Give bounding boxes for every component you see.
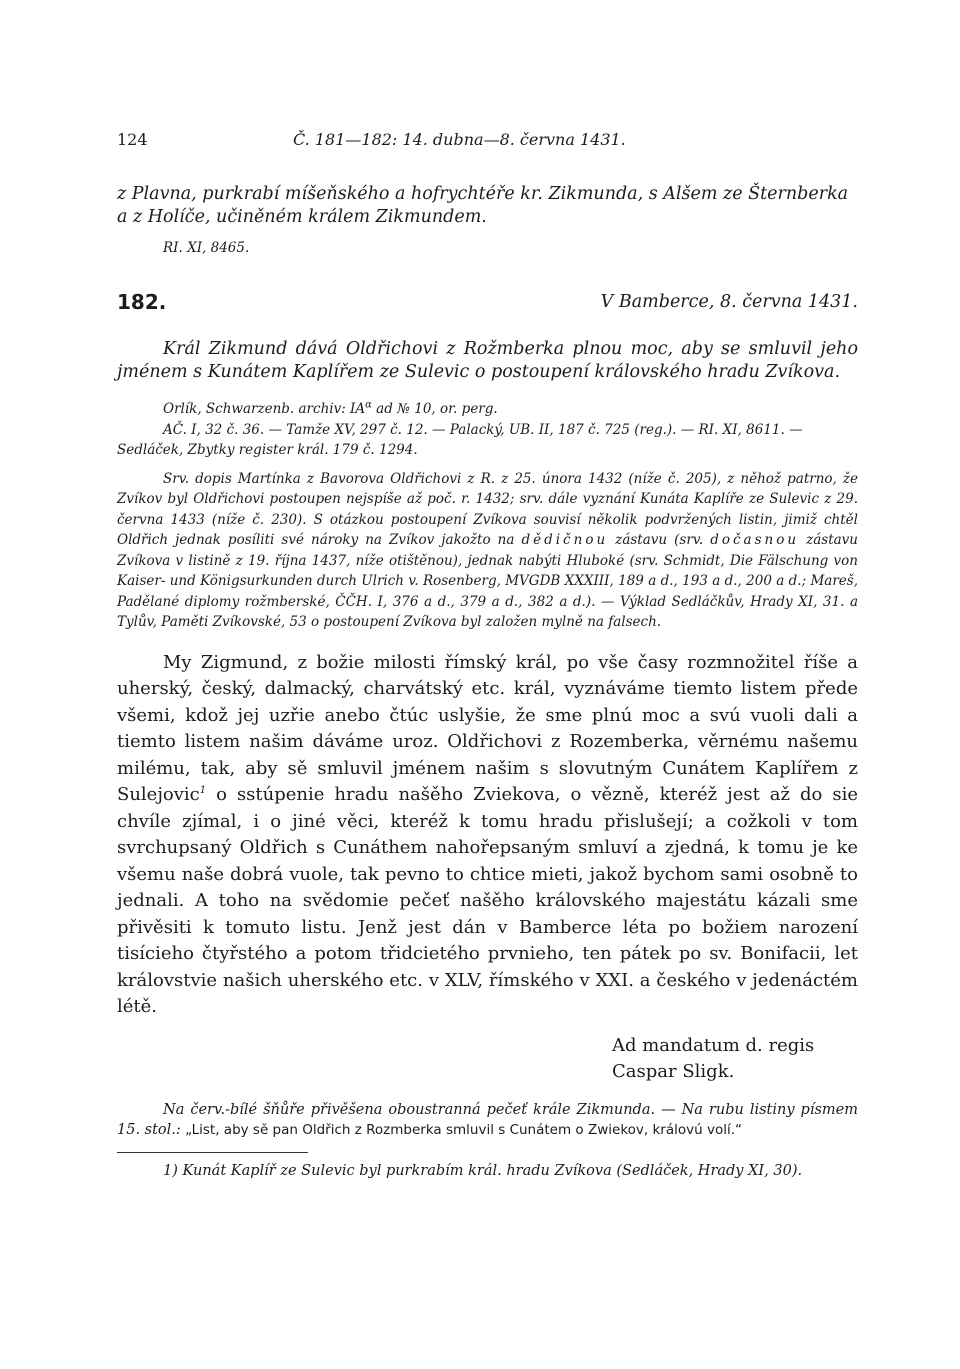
commentary (117, 469, 858, 633)
entry-number: 182. (117, 290, 167, 314)
entry-place-date: V Bamberce, 8. června 1431. (600, 292, 858, 312)
commentary-part-3: zástavu Zvíkova v listině z 19. října 1437, níže otištěnou), jednak nabýti Hluboké (srv. Schmidt, Die Fälschung von Kaiser- und Königsurkunden durch Ulrich v. Rosenberg, MVGDB XXXIII, 189 a d., 193 a d., 200 a d.; Mareš, Padělané diplomy rožmberské, ČČH. I, 376 a d., 379 a d., 382 a d.). — Výklad Sedláčkův, Hrady XI, 31. a Tylův, Paměti Zvíkovské, 53 o postoupení Zvíkova byl založen mylně na falsech. (117, 532, 858, 630)
signature-line-1: Ad mandatum d. regis (612, 1034, 815, 1056)
previous-entry-abstract: z Plavna, purkrabí míšeňského a hofrychtéře kr. Zikmunda, s Alšem ze Šternberka a z Holíče, učiněném králem Zikmundem. (117, 184, 849, 227)
references-line-1: AČ. I, 32 č. 36. — Tamže XV, 297 č. 12. — Palacký, UB. II, 187 č. 725 (reg.). — RI. XI, 8611. — (163, 421, 803, 438)
document-page (117, 130, 858, 1179)
running-head-title: Č. 181—182: 14. dubna—8. června 1431. (293, 130, 626, 149)
seal-note-description: Na červ.-bílé šňůře přivěšena oboustranná pečeť krále Zikmunda. — Na rubu listiny písmem 15. stol.: (117, 1101, 858, 1138)
commentary-part-1: Srv. dopis Martínka z Bavorova Oldřichovi z R. z 25. února 1432 (níže č. 205), z něhož patrno, že Zvíkov byl Oldřichovi postoupen nejspíše až poč. r. 1432; srv. dále vyznání Kunáta Kaplíře ze Sulevic z 29. června 1433 (níže č. 230). S otázkou postoupení Zvíkova souvisí několik podvržených listin, jimiž chtěl Oldřich jednak posíliti své nároky na Zvíkov jakožto na (117, 470, 858, 548)
document-text-part-1: My Zigmund, z božie milosti římský král, po vše časy rozmnožitel říše a uherský, český, dalmacký, charvátský etc. král, vyznáváme tiemto listem přede všemi, kdož jej uzřie anebo čtúc uslyšie, že sme plnú moc a svú vuoli dali a tiemto listem našim dáváme uroz. Oldřichovi z Rozemberka, věrnému našemu milému, tak, aby sě smluvil jménem našim s slovutným Cunátem Kaplířem z Sulejovic (117, 651, 858, 805)
references-line-2: Sedláček, Zbytky register král. 179 č. 1294. (117, 442, 418, 458)
seal-note-quote: „List, aby sě pan Oldřich z Rozmberka smluvil s Cunátem o Zwiekov, královú volí.“ (180, 1122, 743, 1138)
commentary-emphasis-1: dědičnou (521, 532, 609, 548)
commentary-part-2: zástavu (srv. (608, 532, 711, 548)
archive-note (117, 399, 858, 420)
previous-entry-source: RI. XI, 8465. (163, 240, 250, 256)
footnote-marker: 1 (199, 785, 207, 796)
footnote-divider (117, 1152, 308, 1153)
commentary-emphasis-2: dočasnou (710, 532, 800, 548)
signature-block (612, 1033, 858, 1086)
seal-note (117, 1100, 858, 1141)
archive-text-rest: ad № 10, or. perg. (371, 401, 498, 417)
entry-heading (117, 290, 858, 318)
running-head (117, 130, 858, 156)
entry-regest: Král Zikmund dává Oldřichovi z Rožmberka plnou moc, aby se smluvil jeho jménem s Kunátem Kaplířem ze Sulevic o postoupení královského hradu Zvíkova. (117, 339, 858, 382)
entry-notes (117, 399, 858, 633)
document-text (117, 650, 858, 1021)
page-number: 124 (117, 130, 148, 149)
signature-line-2: Caspar Sligk. (612, 1061, 735, 1082)
document-text-part-2: o sstúpenie hradu našěho Zviekova, o vězně, kteréž jest až do sie chvíle zjímal, i o jiné věci, kteréž k tomu hradu přislušejí; a cožkoli v tom svrchupsaný Oldřich s Cunáthem nahořepsaným smluví a zjedná, k tomu je ke všemu naše dobrá vuole, tak pevno to chtice mieti, jakož bychom sami osobně to jednali. A toho na svědomie pečeť našěho královského majestátu kázali sme přivěsiti k tomuto listu. Jenž jest dán v Bamberce léta po božiem narození tisícieho čtyřstého a potom třidcietého prvnieho, ten pátek po sv. Bonifacii, let královstvie našich uherského etc. v XLV, římského v XXI. a českého v jedenáctém létě. (117, 784, 858, 1017)
footnote: 1) Kunát Kaplíř ze Sulevic byl purkrabím král. hradu Zvíkova (Sedláček, Hrady XI, 30). (163, 1162, 803, 1179)
archive-superscript: α (365, 399, 372, 411)
archive-text: Orlík, Schwarzenb. archiv: IA (163, 401, 366, 417)
